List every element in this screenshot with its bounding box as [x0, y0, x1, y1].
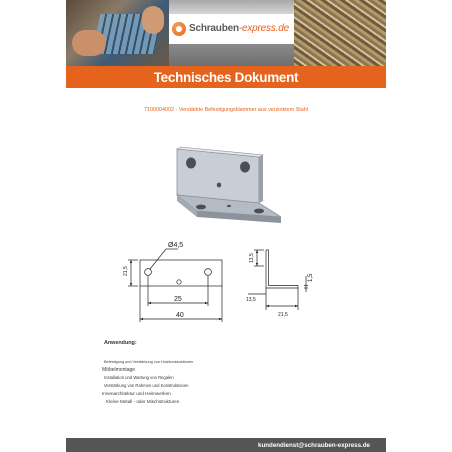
usage-item: Kleine Metall - oder Mischstrukturen	[106, 399, 180, 404]
side-width-dimension: 21,5	[278, 312, 288, 318]
title-bar	[66, 66, 386, 88]
technical-document	[66, 0, 386, 452]
usage-item: Verstärkung von Rahmen und Konstruktionen	[104, 383, 189, 388]
page-title: Technisches Dokument	[153, 69, 299, 85]
product-subtitle: 7100004002 - Verstärkte Befestigungsklammer aus verzinktem Stahl	[144, 107, 308, 113]
usage-item: Innenarchitektur und Heimwerken	[102, 391, 171, 396]
hole-diameter-label: Ø4,5	[168, 242, 184, 249]
usage-item: Möbelmontage	[102, 367, 136, 373]
workshop-photo	[66, 0, 169, 66]
hand-left	[72, 30, 106, 56]
usage-list	[102, 358, 342, 406]
footer-bar	[66, 438, 386, 452]
hand-right	[142, 6, 164, 34]
screws-photo	[294, 0, 386, 66]
thickness-dimension: 1,5	[308, 273, 314, 282]
logo-icon	[172, 22, 186, 36]
usage-item: Befestigung und Verstärkung von Holzkonstruktionen	[104, 360, 194, 364]
height-dimension: 21,5	[123, 266, 129, 276]
length-dimension: 40	[176, 312, 184, 319]
contact-email-link[interactable]: kundendienst@schrauben-express.de	[258, 441, 370, 449]
side-offset-dimension: 13,5	[246, 297, 256, 303]
logo-text	[189, 23, 289, 34]
logo-band	[169, 0, 294, 66]
logo-brand: Schrauben	[189, 23, 239, 34]
header-banner	[66, 0, 386, 66]
side-height-dimension: 13,5	[249, 253, 255, 263]
usage-label: Anwendung:	[104, 340, 137, 346]
technical-drawing	[98, 236, 352, 328]
logo-suffix: -express.de	[238, 23, 289, 34]
bracket-image	[167, 143, 287, 231]
usage-item: Installation und Wartung von Regalen	[104, 375, 174, 380]
hole-spacing-dimension: 25	[174, 296, 182, 303]
